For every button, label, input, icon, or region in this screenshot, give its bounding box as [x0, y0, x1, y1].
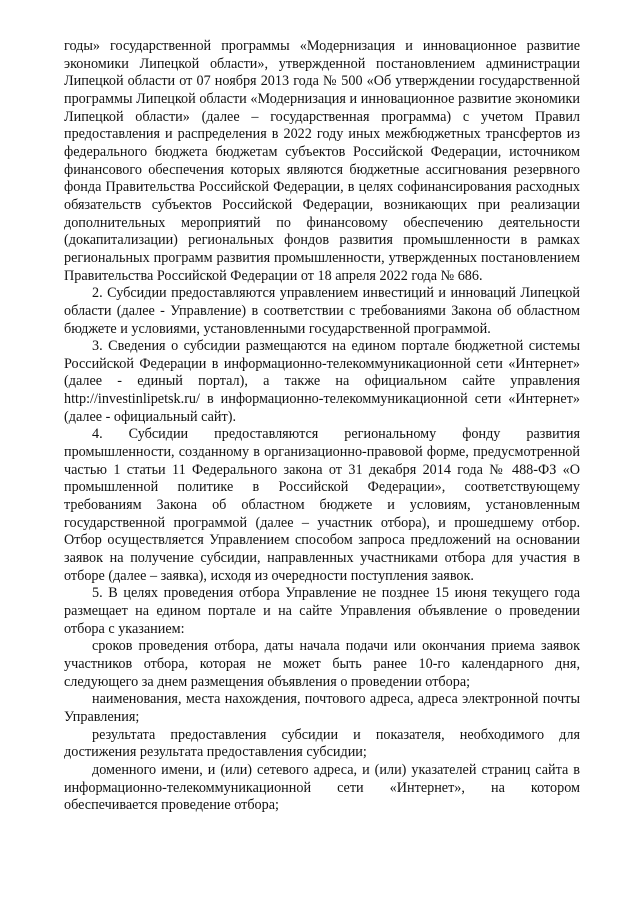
paragraph-subitem-contacts: наименования, места нахождения, почтового адреса, адреса электронной почты Управления;: [64, 691, 580, 725]
paragraph-item-4: 4. Субсидии предоставляются региональному фонду развития промышленности, созданному в организационно-правовой форме, предусмотренной частью 1 статьи 11 Федерального закона от 31 декабря 2014 года № 488-ФЗ «О промышленной политике в Российской Федерации», соответствующему требованиям Закона об областном бюджете и условиям, установленным государственной программой (далее – участник отбора), и прошедшему отбор. Отбор осуществляется Управлением способом запроса предложений на основании заявок на получение субсидии, направленных участниками отбора для участия в отборе (далее – заявка), исходя из очередности поступления заявок.: [64, 426, 580, 584]
paragraph-continuation: годы» государственной программы «Модернизация и инновационное развитие экономики Липецкой области», утвержденной постановлением администрации Липецкой области от 07 ноября 2013 года № 500 «Об утверждении государственной программы Липецкой области «Модернизация и инновационное развитие экономики Липецкой области» (далее – государственная программа) с учетом Правил предоставления и распределения в 2022 году иных межбюджетных трансфертов из федерального бюджета бюджетам субъектов Российской Федерации, источником финансового обеспечения которых являются бюджетные ассигнования резервного фонда Правительства Российской Федерации, в целях софинансирования расходных обязательств субъектов Российской Федерации, возникающих при реализации дополнительных мероприятий по финансовому обеспечению деятельности (докапитализации) региональных фондов развития промышленности в рамках региональных программ развития промышленности, утвержденных постановлением Правительства Российской Федерации от 18 апреля 2022 года № 686.: [64, 38, 580, 284]
paragraph-subitem-domain: доменного имени, и (или) сетевого адреса, и (или) указателей страниц сайта в информационно-телекоммуникационной сети «Интернет», на котором обеспечивается проведение отбора;: [64, 761, 580, 814]
paragraph-subitem-result: результата предоставления субсидии и показателя, необходимого для достижения результата предоставления субсидии;: [64, 726, 580, 761]
document-body: [64, 38, 580, 815]
paragraph-item-3: 3. Сведения о субсидии размещаются на едином портале бюджетной системы Российской Федерации в информационно-телекоммуникационной сети «Интернет» (далее - единый портал), а также на официальном сайте управления http://investinlipetsk.ru/ в информационно-телекоммуникационной сети «Интернет» (далее - официальный сайт).: [64, 338, 580, 425]
paragraph-item-2: 2. Субсидии предоставляются управлением инвестиций и инноваций Липецкой области (далее - Управление) в соответствии с требованиями Закона об областном бюджете и условиями, установленными государственной программой.: [64, 285, 580, 337]
paragraph-item-5: 5. В целях проведения отбора Управление не позднее 15 июня текущего года размещает на едином портале и на сайте Управления объявление о проведении отбора с указанием:: [64, 585, 580, 637]
paragraph-subitem-deadlines: сроков проведения отбора, даты начала подачи или окончания приема заявок участников отбора, которая не может быть ранее 10-го календарного дня, следующего за днем размещения объявления о проведении отбора;: [64, 638, 580, 690]
